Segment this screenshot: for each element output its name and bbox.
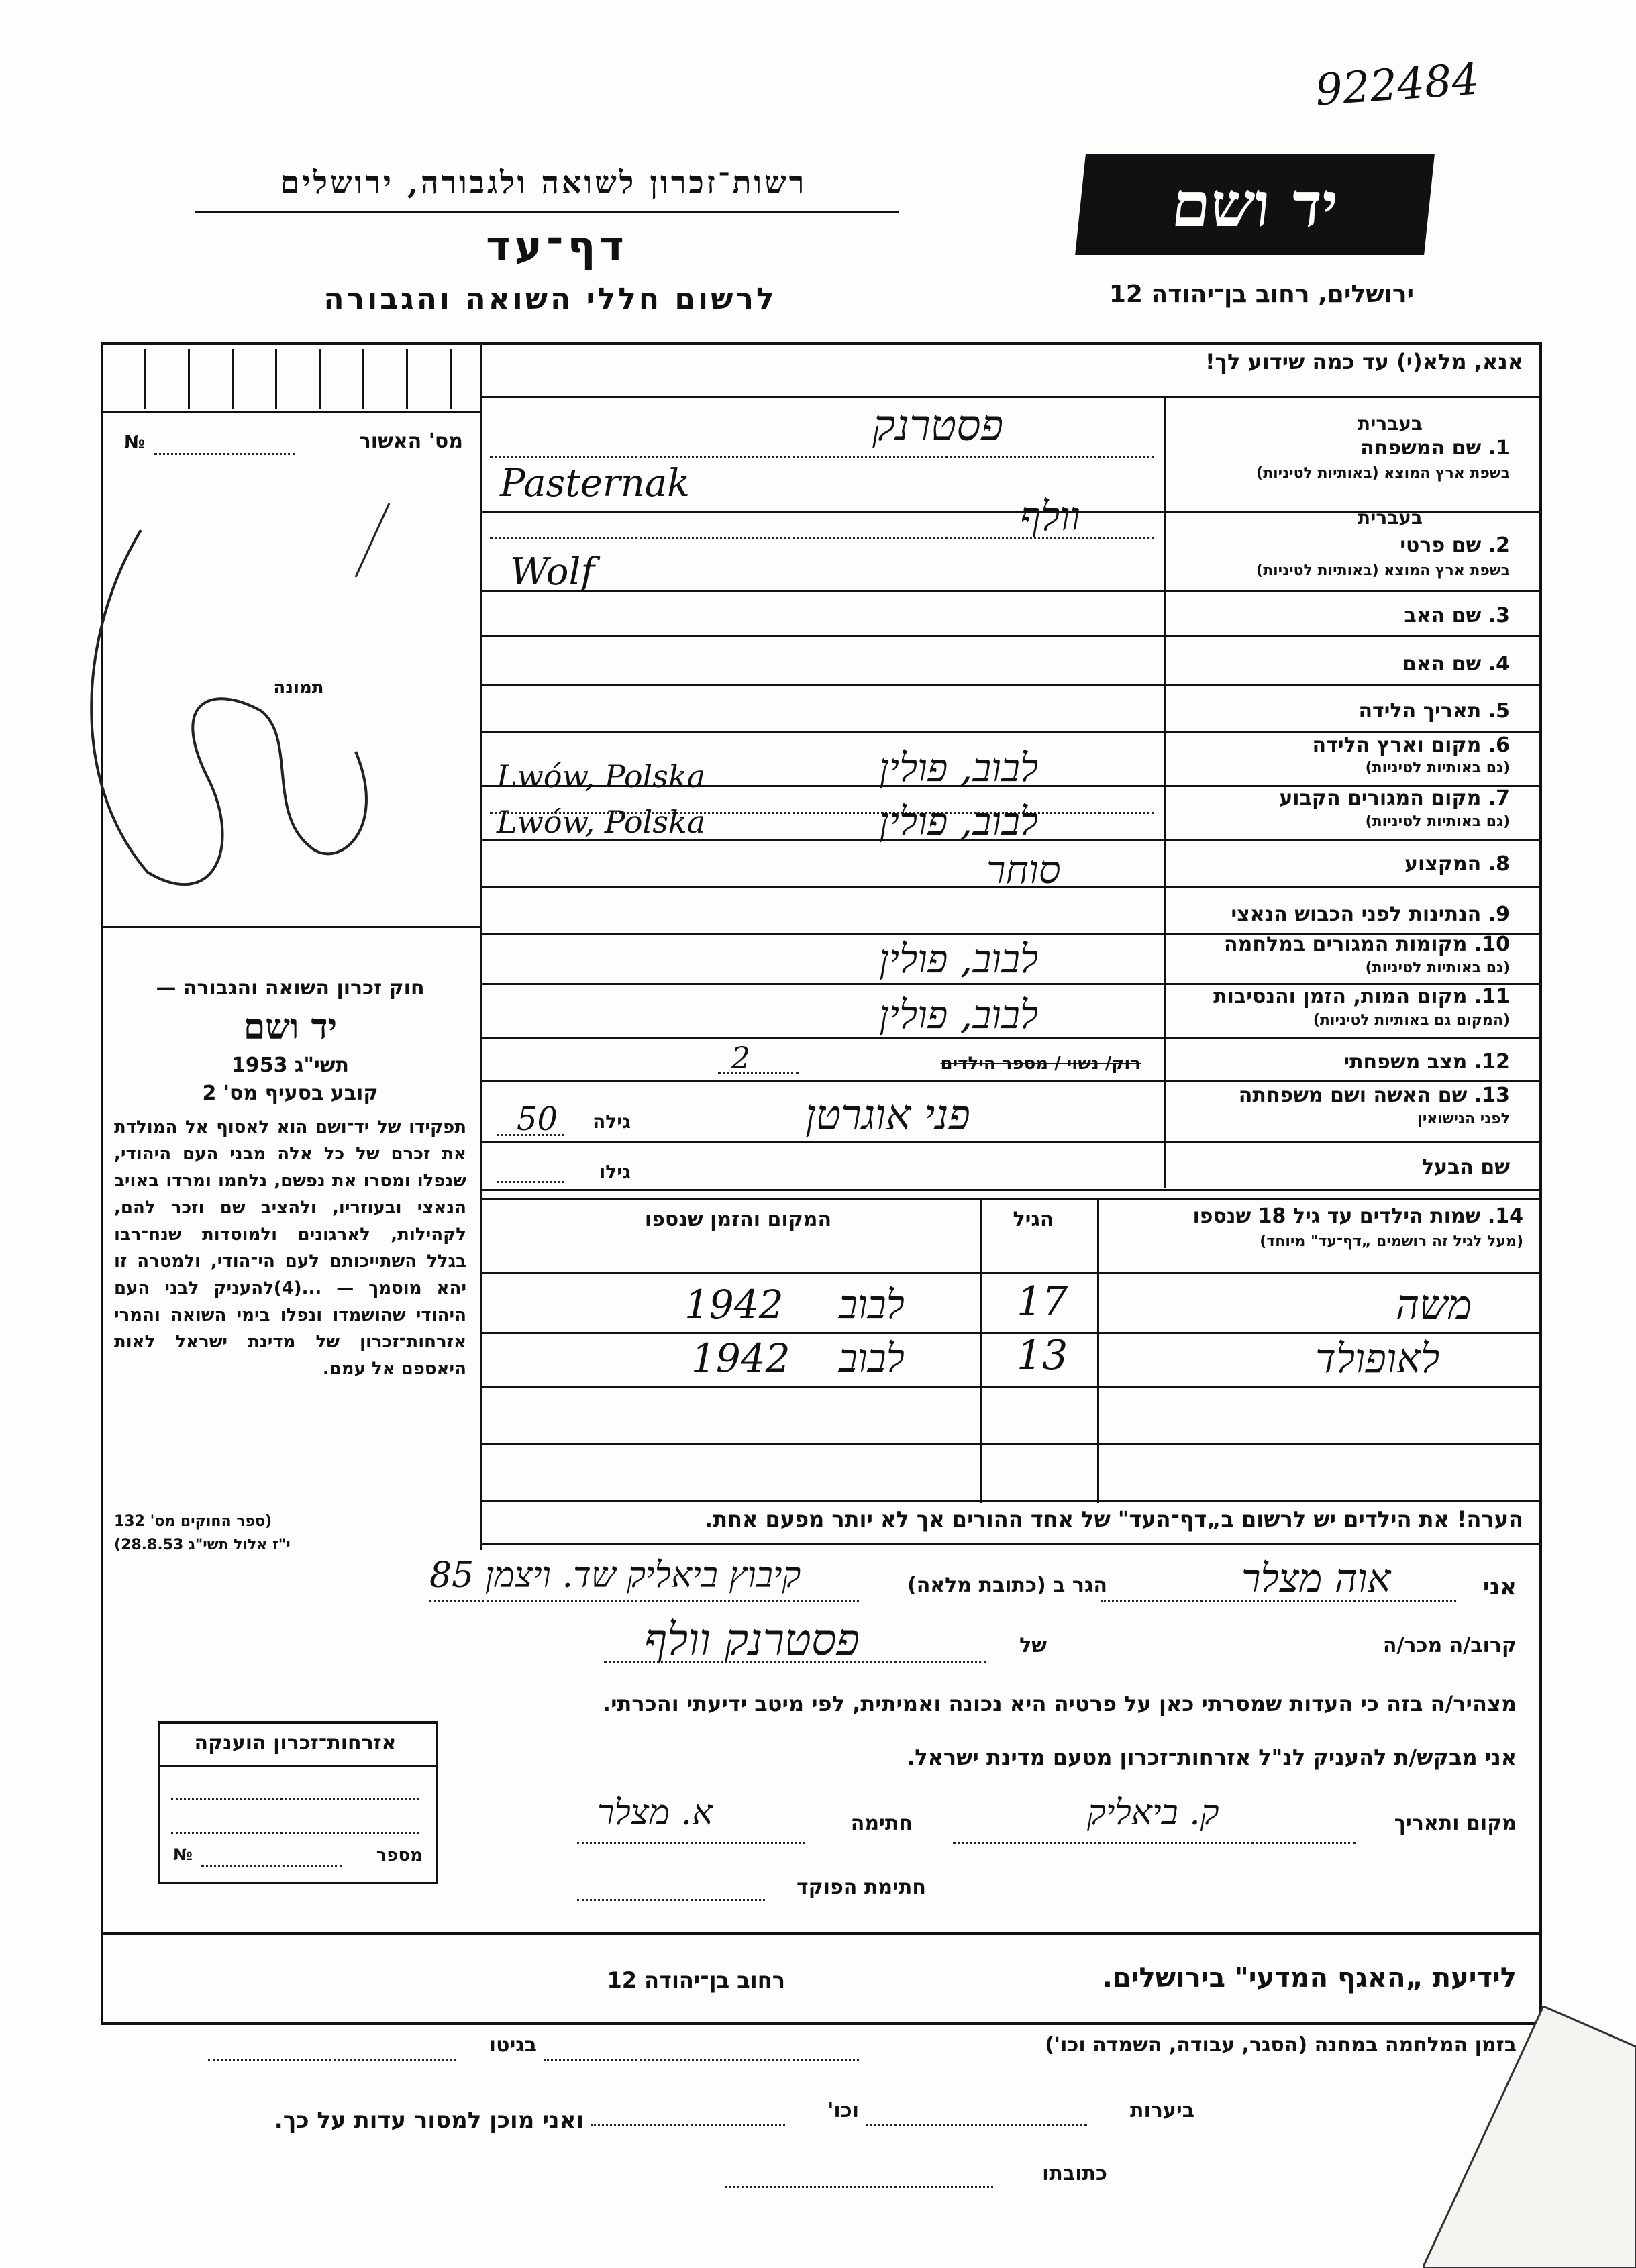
law-year: תשי"ג 1953 (231, 1053, 350, 1077)
officer-signature-line (577, 1899, 765, 1901)
field13-label: 13. שם האשה ושם משפחתה (1238, 1084, 1510, 1107)
child1-place[interactable]: לבוב (839, 1282, 905, 1327)
field6-sub: (גם באותיות לטיניות) (1365, 760, 1510, 776)
relative-of-name[interactable]: פסטרנק וולף (644, 1614, 860, 1665)
field5-label: 5. תאריך הלידה (1358, 699, 1510, 723)
law-title: יד ושם (243, 1007, 338, 1047)
strip-cell-divider (275, 349, 277, 409)
husband-age-line (497, 1181, 564, 1183)
folded-corner (1423, 2006, 1636, 2268)
field1-sub: בשפת ארץ המוצא (באותיות לטיניות) (1256, 465, 1510, 482)
sidebar-strip-bottom (101, 411, 482, 413)
child2-age[interactable]: 13 (1017, 1332, 1068, 1379)
declarant-name[interactable]: אוה מצלר (1241, 1555, 1391, 1601)
bottom-title: לידיעת „האגף המדעי" בירושלים. (1102, 1963, 1517, 1994)
children-sub: (מעל לגיל זה רושמים „דף־עד" מיוחד) (1260, 1233, 1523, 1250)
signature-label: חתימה (850, 1812, 913, 1835)
law-reference-1: (ספר החוקים מס' 132 (114, 1513, 272, 1530)
place-date-value[interactable]: ק. ביאליק (1087, 1793, 1219, 1833)
field10-sub: (גם באותיות לטיניות) (1365, 960, 1510, 976)
bottom-line2-field-b[interactable] (591, 2124, 785, 2126)
marital-options: רוק/ נשוי / מספר הילדים (940, 1053, 1141, 1074)
row-line-2 (480, 590, 1539, 592)
photo-corner-mark (356, 503, 389, 577)
decl-request: אני מבקש/ת להעניק לנ"ל אזרחות־זכרון מטעם מדינת ישראל. (907, 1745, 1517, 1770)
field1-label: 1. שם המשפחה (1360, 436, 1510, 460)
declarant-address[interactable]: קיבוץ ביאליק שד. ויצמן 85 (429, 1555, 801, 1596)
strip-cell-divider (232, 349, 234, 409)
children-col-place: המקום והזמן שנספו (644, 1208, 832, 1231)
form-title: דף־עד (486, 221, 628, 270)
photo-label: תמונה (273, 678, 324, 698)
wife-age-label: גילה (593, 1111, 631, 1133)
decl-of-label: של (1019, 1634, 1047, 1657)
birth-place-latin[interactable]: Lwów, Polska (497, 758, 706, 794)
bottom-line2-a: ביערות (1130, 2099, 1194, 2122)
husband-age-label: גילו (599, 1161, 631, 1183)
scribble-stroke (91, 530, 366, 884)
decl-residing-label: הגר ב (כתובת מלאה) (907, 1574, 1107, 1597)
place-date-line (953, 1842, 1356, 1844)
citizenship-box-title: אזרחות־זכרון הוענקה (194, 1731, 397, 1755)
header-address: ירושלים, רחוב בן־יהודה 12 (1109, 280, 1415, 308)
permit-number-field[interactable] (154, 453, 295, 455)
children-col-age: הגיל (1013, 1208, 1054, 1231)
officer-signature-label: חתימת הפוקד (797, 1875, 926, 1899)
field11-label: 11. מקום המות, הזמן והנסיבות (1213, 985, 1510, 1009)
note-bottom (480, 1543, 1539, 1545)
residence-latin[interactable]: Lwów, Polska (497, 804, 706, 840)
field13-sub: לפני הנישואין (1417, 1111, 1510, 1127)
children-table-top (480, 1198, 1539, 1200)
photo-area-bottom (101, 926, 482, 928)
field8-label: 8. המקצוע (1404, 852, 1510, 876)
husband-label: שם הבעל (1421, 1155, 1510, 1179)
birth-place-hebrew[interactable]: לבוב, פולין (879, 745, 1039, 790)
bottom-line2-field-a[interactable] (866, 2124, 1087, 2126)
wife-age-line (497, 1134, 564, 1136)
death-place[interactable]: לבוב, פולין (879, 992, 1039, 1037)
authority-underline (195, 211, 899, 213)
children-label: 14. שמות הילדים עד גיל 18 שנספו (1192, 1204, 1523, 1228)
declarant-line (1101, 1600, 1456, 1602)
children-col-divider-2 (980, 1198, 982, 1503)
authority-name: רשות־זכרון לשואה ולגבורה, ירושלים (280, 164, 807, 201)
row-line-14 (480, 1189, 1539, 1191)
bottom-line1-b: בגיטו (489, 2033, 537, 2057)
form-subtitle: לרשום חללי השואה והגבורה (323, 282, 777, 316)
row-line-12 (480, 1080, 1539, 1082)
children-table-bottom (480, 1500, 1539, 1502)
bottom-line2-b: וכו' (827, 2099, 859, 2122)
signature-value[interactable]: א. מצלר (597, 1793, 713, 1833)
field4-label: 4. שם האם (1402, 652, 1510, 676)
bottom-line3-field[interactable] (725, 2186, 993, 2188)
law-text: תפקידו של יד־ושם הוא לאסוף אל המולדת את זכרם של כל אלה מבני העם היהודי, שנפלו ומסרו את נפשם, נלחמו ומרדו באויב הנאצי ובעוזריו, ולהציב שם וזכר להם, לקהילות, לארגונים ולמוסדות שנח־רבו בגלל השתייכותם לעם הי־הודי, ולמטרה זו יהא מוסמך — ...(4)להעניק לבני העם היהודי שהושמדו ונפלו בימי השואה והמרי אזרחות־זכרון של מדינת ישראל לאות היאספם אל עמם. (114, 1117, 466, 1379)
row-line-4 (480, 684, 1539, 686)
wife-name[interactable]: פני אוגרטן (805, 1090, 970, 1139)
field10-label: 10. מקומות המגורים במלחמה (1224, 933, 1510, 956)
strip-cell-divider (144, 349, 146, 409)
strip-cell-divider (188, 349, 190, 409)
children-header-bottom (480, 1272, 1539, 1274)
bottom-address: רחוב בן־יהודה 12 (607, 1967, 785, 1993)
children-row-line-2 (480, 1386, 1539, 1388)
citizenship-number-label: מספר (376, 1845, 423, 1865)
citizenship-number-field[interactable] (201, 1865, 342, 1867)
decl-relative-label: קרוב/ה מכר/ה (1382, 1634, 1517, 1657)
permit-label: מס' האשור (358, 429, 463, 453)
child2-year[interactable]: 1942 (691, 1335, 790, 1381)
strip-cell-divider (450, 349, 452, 409)
strip-cell-divider (319, 349, 321, 409)
strip-cell-divider (406, 349, 408, 409)
permit-no-prefix: № (124, 433, 146, 453)
wartime-residence[interactable]: לבוב, פולין (879, 936, 1039, 982)
law-reference-2: י"ז אלול תשי"ג 28.8.53) (114, 1537, 291, 1553)
children-count[interactable]: 2 (731, 1041, 750, 1076)
children-row-line-1 (480, 1332, 1539, 1334)
citizenship-number-prefix: № (173, 1845, 193, 1864)
field6-label: 6. מקום וארץ הלידה (1312, 733, 1510, 757)
address-line (429, 1600, 859, 1602)
child1-year[interactable]: 1942 (684, 1282, 784, 1327)
law-section: קובע בסעיף מס' 2 (202, 1082, 378, 1105)
citizenship-line-1 (171, 1798, 419, 1800)
citizenship-line-2 (171, 1832, 419, 1834)
children-count-line (718, 1072, 799, 1074)
residence-hebrew[interactable]: לבוב, פולין (879, 798, 1039, 844)
children-col-divider-1 (1097, 1198, 1099, 1503)
folded-corner-shape (1423, 2006, 1636, 2268)
bottom-line1-field-b[interactable] (208, 2059, 456, 2061)
instruction: אנא, מלא(י) עד כמה שידוע לך! (1205, 349, 1523, 374)
logo-text: יד ושם (1168, 168, 1341, 241)
field11-sub: (המקום גם באותיות לטיניות) (1313, 1012, 1510, 1029)
law-heading: חוק זכרון השואה והגבורה — (156, 976, 425, 1000)
bottom-section-top (101, 1932, 1540, 1935)
field1-hebrew-divider (490, 456, 1154, 458)
sidebar-divider (480, 342, 482, 1550)
field12-label: 12. מצב משפחתי (1343, 1050, 1510, 1074)
decl-i-label: אני (1482, 1574, 1517, 1600)
row-line-13 (480, 1141, 1539, 1143)
place-date-label: מקום ותאריך (1394, 1812, 1517, 1835)
field1-heb-tag: בעברית (1357, 413, 1423, 435)
note: הערה! את הילדים יש לרשום ב„דף־העד" של אחד ההורים אך לא יותר מפעם אחת. (705, 1506, 1523, 1532)
citizenship-title-line (158, 1765, 436, 1767)
field9-label: 9. הנתינות לפני הכבוש הנאצי (1231, 903, 1510, 926)
photo-area-scribble (40, 497, 443, 913)
field3-label: 3. שם האב (1404, 604, 1510, 627)
family-name-latin[interactable]: Pasternak (500, 462, 691, 505)
first-name-latin[interactable]: Wolf (510, 550, 595, 594)
bottom-line1-a: בזמן המלחמה במחנה (הסגר, עבודה, השמדה וכו') (1045, 2033, 1517, 2057)
child2-place[interactable]: לבוב (839, 1335, 905, 1381)
bottom-line2-c: ואני מוכן למסור עדות על כך. (274, 2107, 584, 2134)
relative-of-line (604, 1661, 986, 1663)
profession[interactable]: סוחר (986, 847, 1061, 892)
bottom-line1-field-a[interactable] (544, 2059, 859, 2061)
field2-heb-tag: בעברית (1357, 507, 1423, 529)
child1-name[interactable]: משה (1396, 1282, 1472, 1329)
bottom-line3: כתובתו (1042, 2162, 1107, 2185)
child1-age[interactable]: 17 (1017, 1278, 1068, 1325)
label-column-divider (1164, 396, 1166, 1188)
yad-vashem-logo (1075, 154, 1435, 255)
decl-statement: מצהיר/ה בזה כי העדות שמסרתי כאן על פרטיה היא נכונה ואמיתית, לפי מיטב ידיעתי והכרתי. (602, 1691, 1517, 1716)
row-line-3 (480, 635, 1539, 637)
strip-cell-divider (362, 349, 364, 409)
children-row-line-3 (480, 1443, 1539, 1445)
first-name-hebrew[interactable]: וולף (1020, 493, 1080, 540)
instruction-underline (480, 396, 1539, 398)
child2-name[interactable]: לאופולד (1315, 1335, 1440, 1382)
field2-sub: בשפת ארץ המוצא (באותיות לטיניות) (1256, 562, 1510, 579)
signature-line (577, 1842, 805, 1844)
family-name-hebrew[interactable]: פסטרנק (872, 401, 1004, 451)
field7-sub: (גם באותיות לטיניות) (1365, 813, 1510, 830)
field2-label: 2. שם פרטי (1400, 533, 1510, 557)
archive-number: 922484 (1313, 54, 1481, 116)
field7-label: 7. מקום המגורים הקבוע (1279, 786, 1510, 810)
wife-age[interactable]: 50 (517, 1100, 558, 1138)
